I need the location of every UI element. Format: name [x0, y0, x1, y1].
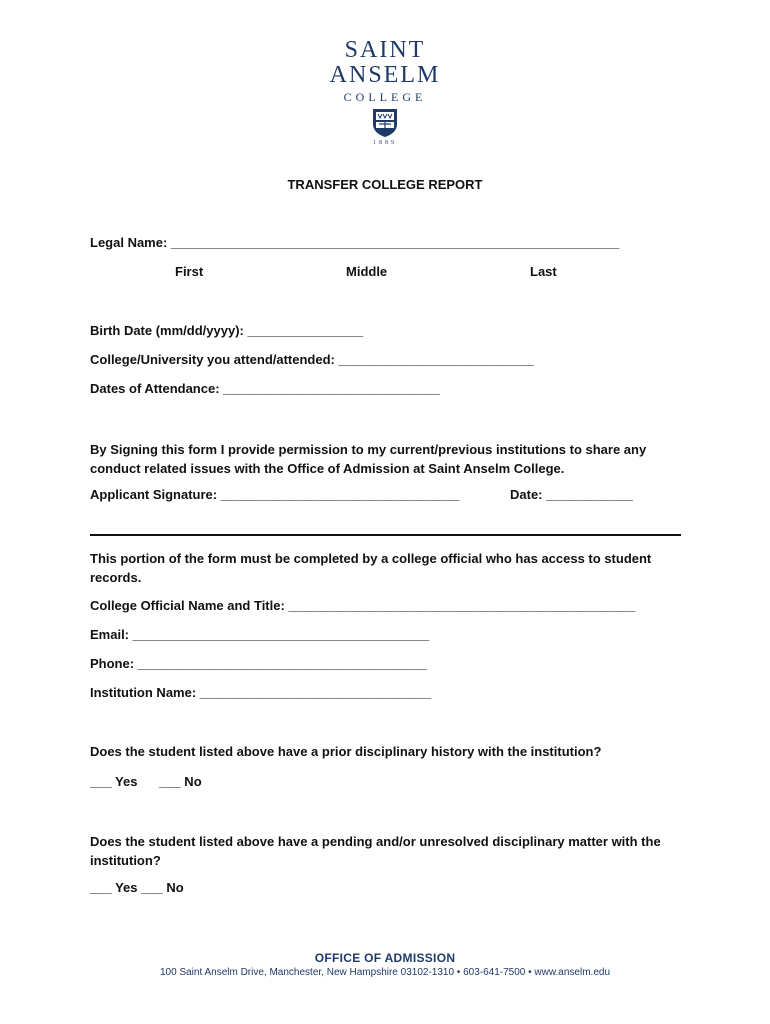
phone-field[interactable]: Phone: ________________________________________	[90, 656, 427, 671]
legal-name-middle-label: Middle	[346, 264, 388, 279]
section-divider	[90, 534, 681, 536]
prior-history-yes-option[interactable]: ___ Yes	[90, 774, 138, 789]
official-name-field[interactable]: College Official Name and Title: ________________________________________________	[90, 598, 636, 613]
permission-statement: By Signing this form I provide permission to my current/previous institutions to share any conduct related issues with the Office of Admission at Saint Anselm College.	[90, 442, 647, 476]
form-title: TRANSFER COLLEGE REPORT	[287, 177, 483, 192]
pending-matter-options[interactable]: ___ Yes ___ No	[90, 880, 184, 895]
birth-date-field[interactable]: Birth Date (mm/dd/yyyy): ________________	[90, 323, 364, 338]
prior-history-no-option[interactable]: ___ No	[159, 774, 202, 789]
college-attended-field[interactable]: College/University you attend/attended: ___________________________	[90, 352, 534, 367]
shield-icon	[372, 108, 398, 138]
dates-attendance-field[interactable]: Dates of Attendance: ______________________________	[90, 381, 441, 396]
college-logo	[322, 38, 448, 146]
logo-line-college: COLLEGE	[343, 90, 427, 104]
logo-year: 1889	[373, 140, 397, 146]
logo-line-saint: SAINT	[344, 37, 426, 63]
institution-name-field[interactable]: Institution Name: ________________________________	[90, 685, 432, 700]
footer-address: 100 Saint Anselm Drive, Manchester, New Hampshire 03102-1310 • 603-641-7500 • www.anselm.edu	[159, 967, 611, 978]
email-field[interactable]: Email: _________________________________________	[90, 627, 430, 642]
question-prior-history: Does the student listed above have a prior disciplinary history with the institution?	[90, 744, 602, 759]
legal-name-first-label: First	[175, 264, 204, 279]
logo-line-anselm: ANSELM	[329, 62, 441, 88]
signature-date-field[interactable]: Date: ____________	[510, 487, 633, 502]
legal-name-last-label: Last	[530, 264, 557, 279]
footer-office-title: OFFICE OF ADMISSION	[314, 951, 456, 965]
question-pending-matter: Does the student listed above have a pending and/or unresolved disciplinary matter with the institution?	[90, 834, 661, 868]
legal-name-field[interactable]: Legal Name: ______________________________________________________________	[90, 235, 620, 250]
official-section-intro: This portion of the form must be completed by a college official who has access to student records.	[90, 551, 652, 585]
applicant-signature-field[interactable]: Applicant Signature: _________________________________	[90, 487, 460, 502]
